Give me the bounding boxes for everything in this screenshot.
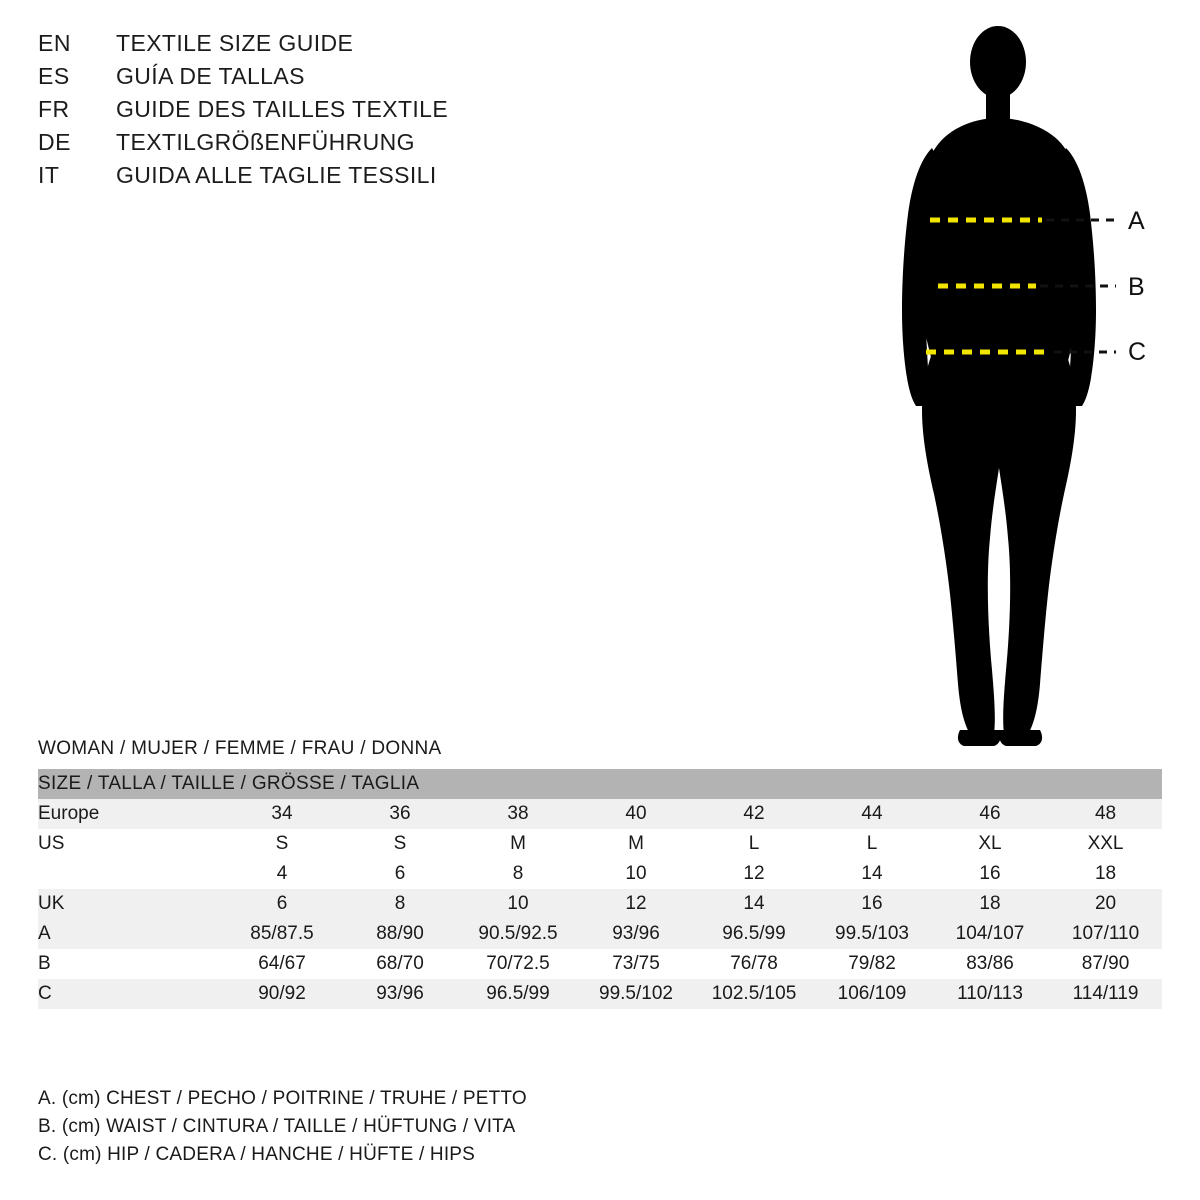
- table-cell: L: [695, 829, 813, 859]
- language-row: [38, 30, 678, 63]
- measure-label-a: A: [1128, 207, 1145, 235]
- table-cell: 96.5/99: [695, 919, 813, 949]
- size-table-section: [38, 738, 1162, 1009]
- table-cell: 38: [459, 799, 577, 829]
- table-cell: 10: [577, 859, 695, 889]
- table-row: [38, 859, 1162, 889]
- table-row: [38, 919, 1162, 949]
- row-label: US: [38, 829, 223, 859]
- table-cell: 18: [931, 889, 1049, 919]
- table-cell: M: [577, 829, 695, 859]
- table-cell: 76/78: [695, 949, 813, 979]
- table-cell: 8: [341, 889, 459, 919]
- table-cell: 88/90: [341, 919, 459, 949]
- table-cell: 85/87.5: [223, 919, 341, 949]
- language-code: DE: [38, 129, 71, 155]
- table-cell: 46: [931, 799, 1049, 829]
- table-cell: S: [223, 829, 341, 859]
- table-row: [38, 799, 1162, 829]
- table-cell: 83/86: [931, 949, 1049, 979]
- measurement-notes: [38, 1088, 938, 1172]
- table-cell: 12: [577, 889, 695, 919]
- table-cell: 20: [1049, 889, 1162, 919]
- table-cell: XXL: [1049, 829, 1162, 859]
- language-code: FR: [38, 96, 70, 122]
- table-cell: 12: [695, 859, 813, 889]
- table-cell: 70/72.5: [459, 949, 577, 979]
- table-cell: 16: [813, 889, 931, 919]
- body-figure: [860, 18, 1190, 748]
- table-cell: 6: [223, 889, 341, 919]
- table-cell: 64/67: [223, 949, 341, 979]
- table-cell: 34: [223, 799, 341, 829]
- language-title: GUIDA ALLE TAGLIE TESSILI: [116, 162, 437, 188]
- table-header-row: [38, 769, 1162, 799]
- language-title: GUÍA DE TALLAS: [116, 63, 305, 89]
- row-label: A: [38, 919, 223, 949]
- table-cell: 42: [695, 799, 813, 829]
- table-cell: 102.5/105: [695, 979, 813, 1009]
- note-hip: C. (cm) HIP / CADERA / HANCHE / HÜFTE / HIPS: [38, 1144, 476, 1165]
- table-cell: 36: [341, 799, 459, 829]
- table-cell: 40: [577, 799, 695, 829]
- table-header-label: SIZE / TALLA / TAILLE / GRÖSSE / TAGLIA: [38, 769, 1162, 799]
- table-cell: 79/82: [813, 949, 931, 979]
- language-title: GUIDE DES TAILLES TEXTILE: [116, 96, 449, 122]
- female-silhouette-icon: [860, 18, 1190, 748]
- language-code: EN: [38, 30, 71, 56]
- table-cell: 114/119: [1049, 979, 1162, 1009]
- row-label: B: [38, 949, 223, 979]
- gender-label: WOMAN / MUJER / FEMME / FRAU / DONNA: [38, 738, 442, 759]
- table-cell: 4: [223, 859, 341, 889]
- table-cell: XL: [931, 829, 1049, 859]
- table-cell: 73/75: [577, 949, 695, 979]
- table-cell: S: [341, 829, 459, 859]
- table-cell: 104/107: [931, 919, 1049, 949]
- table-cell: 6: [341, 859, 459, 889]
- table-cell: 90.5/92.5: [459, 919, 577, 949]
- row-label: [38, 859, 223, 889]
- table-cell: 90/92: [223, 979, 341, 1009]
- table-cell: 87/90: [1049, 949, 1162, 979]
- table-cell: M: [459, 829, 577, 859]
- language-title: TEXTILE SIZE GUIDE: [116, 30, 354, 56]
- row-label: UK: [38, 889, 223, 919]
- table-cell: 14: [695, 889, 813, 919]
- table-cell: 14: [813, 859, 931, 889]
- table-row: [38, 979, 1162, 1009]
- table-row: [38, 889, 1162, 919]
- note-chest: A. (cm) CHEST / PECHO / POITRINE / TRUHE / PETTO: [38, 1088, 527, 1109]
- language-title: TEXTILGRÖßENFÜHRUNG: [116, 129, 415, 155]
- table-cell: 48: [1049, 799, 1162, 829]
- language-row: [38, 96, 678, 129]
- measure-label-c: C: [1128, 338, 1147, 366]
- table-cell: 93/96: [341, 979, 459, 1009]
- language-row: [38, 63, 678, 96]
- table-cell: 107/110: [1049, 919, 1162, 949]
- table-cell: 18: [1049, 859, 1162, 889]
- language-code: ES: [38, 63, 70, 89]
- row-label: C: [38, 979, 223, 1009]
- table-cell: 16: [931, 859, 1049, 889]
- measure-label-b: B: [1128, 273, 1145, 301]
- size-table: [38, 769, 1162, 1009]
- table-cell: 68/70: [341, 949, 459, 979]
- table-cell: L: [813, 829, 931, 859]
- row-label: Europe: [38, 799, 223, 829]
- table-cell: 8: [459, 859, 577, 889]
- language-title-block: [38, 30, 678, 195]
- language-row: [38, 129, 678, 162]
- table-row: [38, 949, 1162, 979]
- table-cell: 99.5/103: [813, 919, 931, 949]
- table-cell: 10: [459, 889, 577, 919]
- table-row: [38, 829, 1162, 859]
- table-cell: 93/96: [577, 919, 695, 949]
- table-cell: 110/113: [931, 979, 1049, 1009]
- note-waist: B. (cm) WAIST / CINTURA / TAILLE / HÜFTUNG / VITA: [38, 1116, 516, 1137]
- table-cell: 106/109: [813, 979, 931, 1009]
- language-row: [38, 162, 678, 195]
- language-code: IT: [38, 162, 60, 188]
- table-cell: 96.5/99: [459, 979, 577, 1009]
- table-cell: 44: [813, 799, 931, 829]
- table-cell: 99.5/102: [577, 979, 695, 1009]
